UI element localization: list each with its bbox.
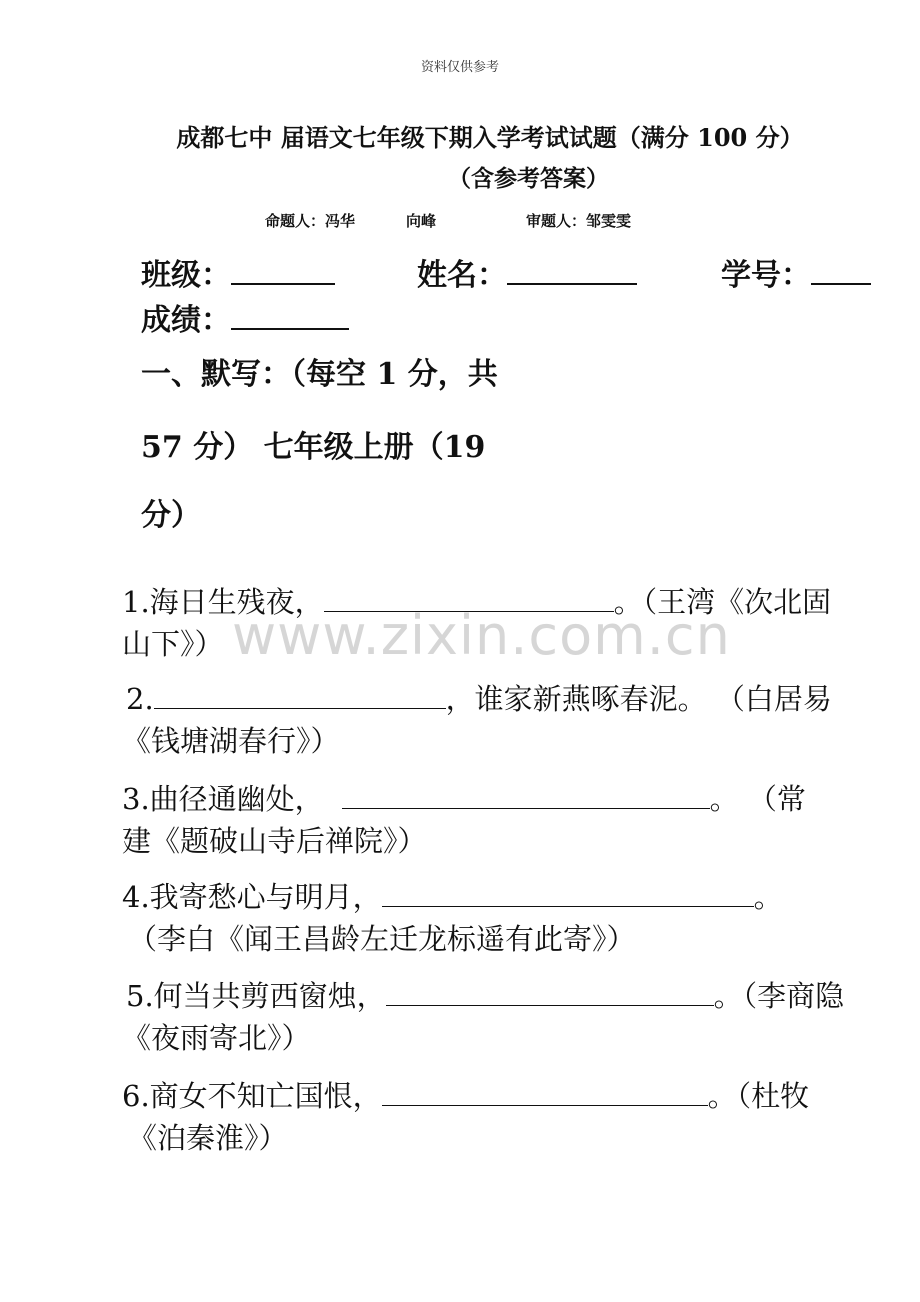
setter-label: 命题人：冯华 (265, 212, 356, 230)
question-5-prompt: 5.何当共剪西窗烛， (126, 979, 386, 1013)
question-3 (122, 777, 806, 818)
watermark: www.zixin.com.cn (232, 604, 731, 667)
section-heading-line1: 一、默写：（每空 1 分，共 (141, 357, 498, 392)
question-6-prompt: 6.商女不知亡国恨， (122, 1079, 382, 1113)
question-6 (122, 1074, 809, 1115)
class-label: 班级： (141, 258, 231, 293)
class-blank[interactable] (231, 261, 335, 285)
question-3-blank[interactable] (342, 786, 710, 809)
header-note: 资料仅供参考 (420, 60, 499, 75)
question-3-prompt: 3.曲径通幽处， (122, 782, 324, 816)
setter-name-2: 向峰 (406, 212, 437, 230)
score-field (141, 295, 349, 339)
question-6-source: 。（杜牧 (707, 1079, 810, 1113)
question-3-line2: 建《题破山寺后禅院》） (122, 824, 427, 858)
question-2-text: ，谁家新燕啄春泥。 （白居易 (445, 682, 832, 716)
student-id-label: 学号： (721, 258, 811, 293)
question-6-blank[interactable] (382, 1083, 708, 1106)
student-id-field (721, 250, 871, 294)
question-3-source: 。 （常 (709, 782, 806, 816)
name-field (417, 250, 637, 294)
section-heading-line2: 57 分） 七年级上册（19 (141, 430, 486, 465)
score-label: 成绩： (141, 303, 231, 338)
question-4-end: 。 (753, 880, 783, 914)
section-heading-line3: 分） (141, 498, 201, 533)
reviewer-label: 审题人：邹雯雯 (526, 212, 632, 230)
question-4-line2: （李白《闻王昌龄左迁龙标遥有此寄》） (128, 922, 636, 956)
question-5-blank[interactable] (386, 983, 714, 1006)
exam-subtitle: （含参考答案） (448, 165, 609, 192)
question-1-line2: 山下》） (122, 627, 224, 661)
question-1-source: 。（王湾《次北固 (613, 585, 832, 619)
name-label: 姓名： (417, 258, 507, 293)
question-1 (122, 580, 831, 621)
question-6-line2: 《泊秦淮》） (128, 1121, 288, 1155)
question-5 (126, 974, 844, 1015)
question-4 (122, 875, 783, 916)
question-1-prompt: 1.海日生残夜， (122, 585, 324, 619)
question-2-blank[interactable] (154, 686, 446, 709)
question-2 (126, 677, 832, 718)
question-1-blank[interactable] (324, 589, 614, 612)
question-5-line2: 《夜雨寄北》） (122, 1021, 311, 1055)
question-4-prompt: 4.我寄愁心与明月， (122, 880, 382, 914)
question-2-line2: 《钱塘湖春行》） (122, 724, 340, 758)
question-5-source: 。（李商隐 (713, 979, 845, 1013)
exam-title: 成都七中 届语文七年级下期入学考试试题（满分 100 分） (176, 123, 804, 152)
question-4-blank[interactable] (382, 884, 754, 907)
question-2-number: 2. (126, 682, 154, 716)
student-id-blank[interactable] (811, 261, 871, 285)
score-blank[interactable] (231, 306, 349, 330)
name-blank[interactable] (507, 261, 637, 285)
class-field (141, 250, 335, 294)
